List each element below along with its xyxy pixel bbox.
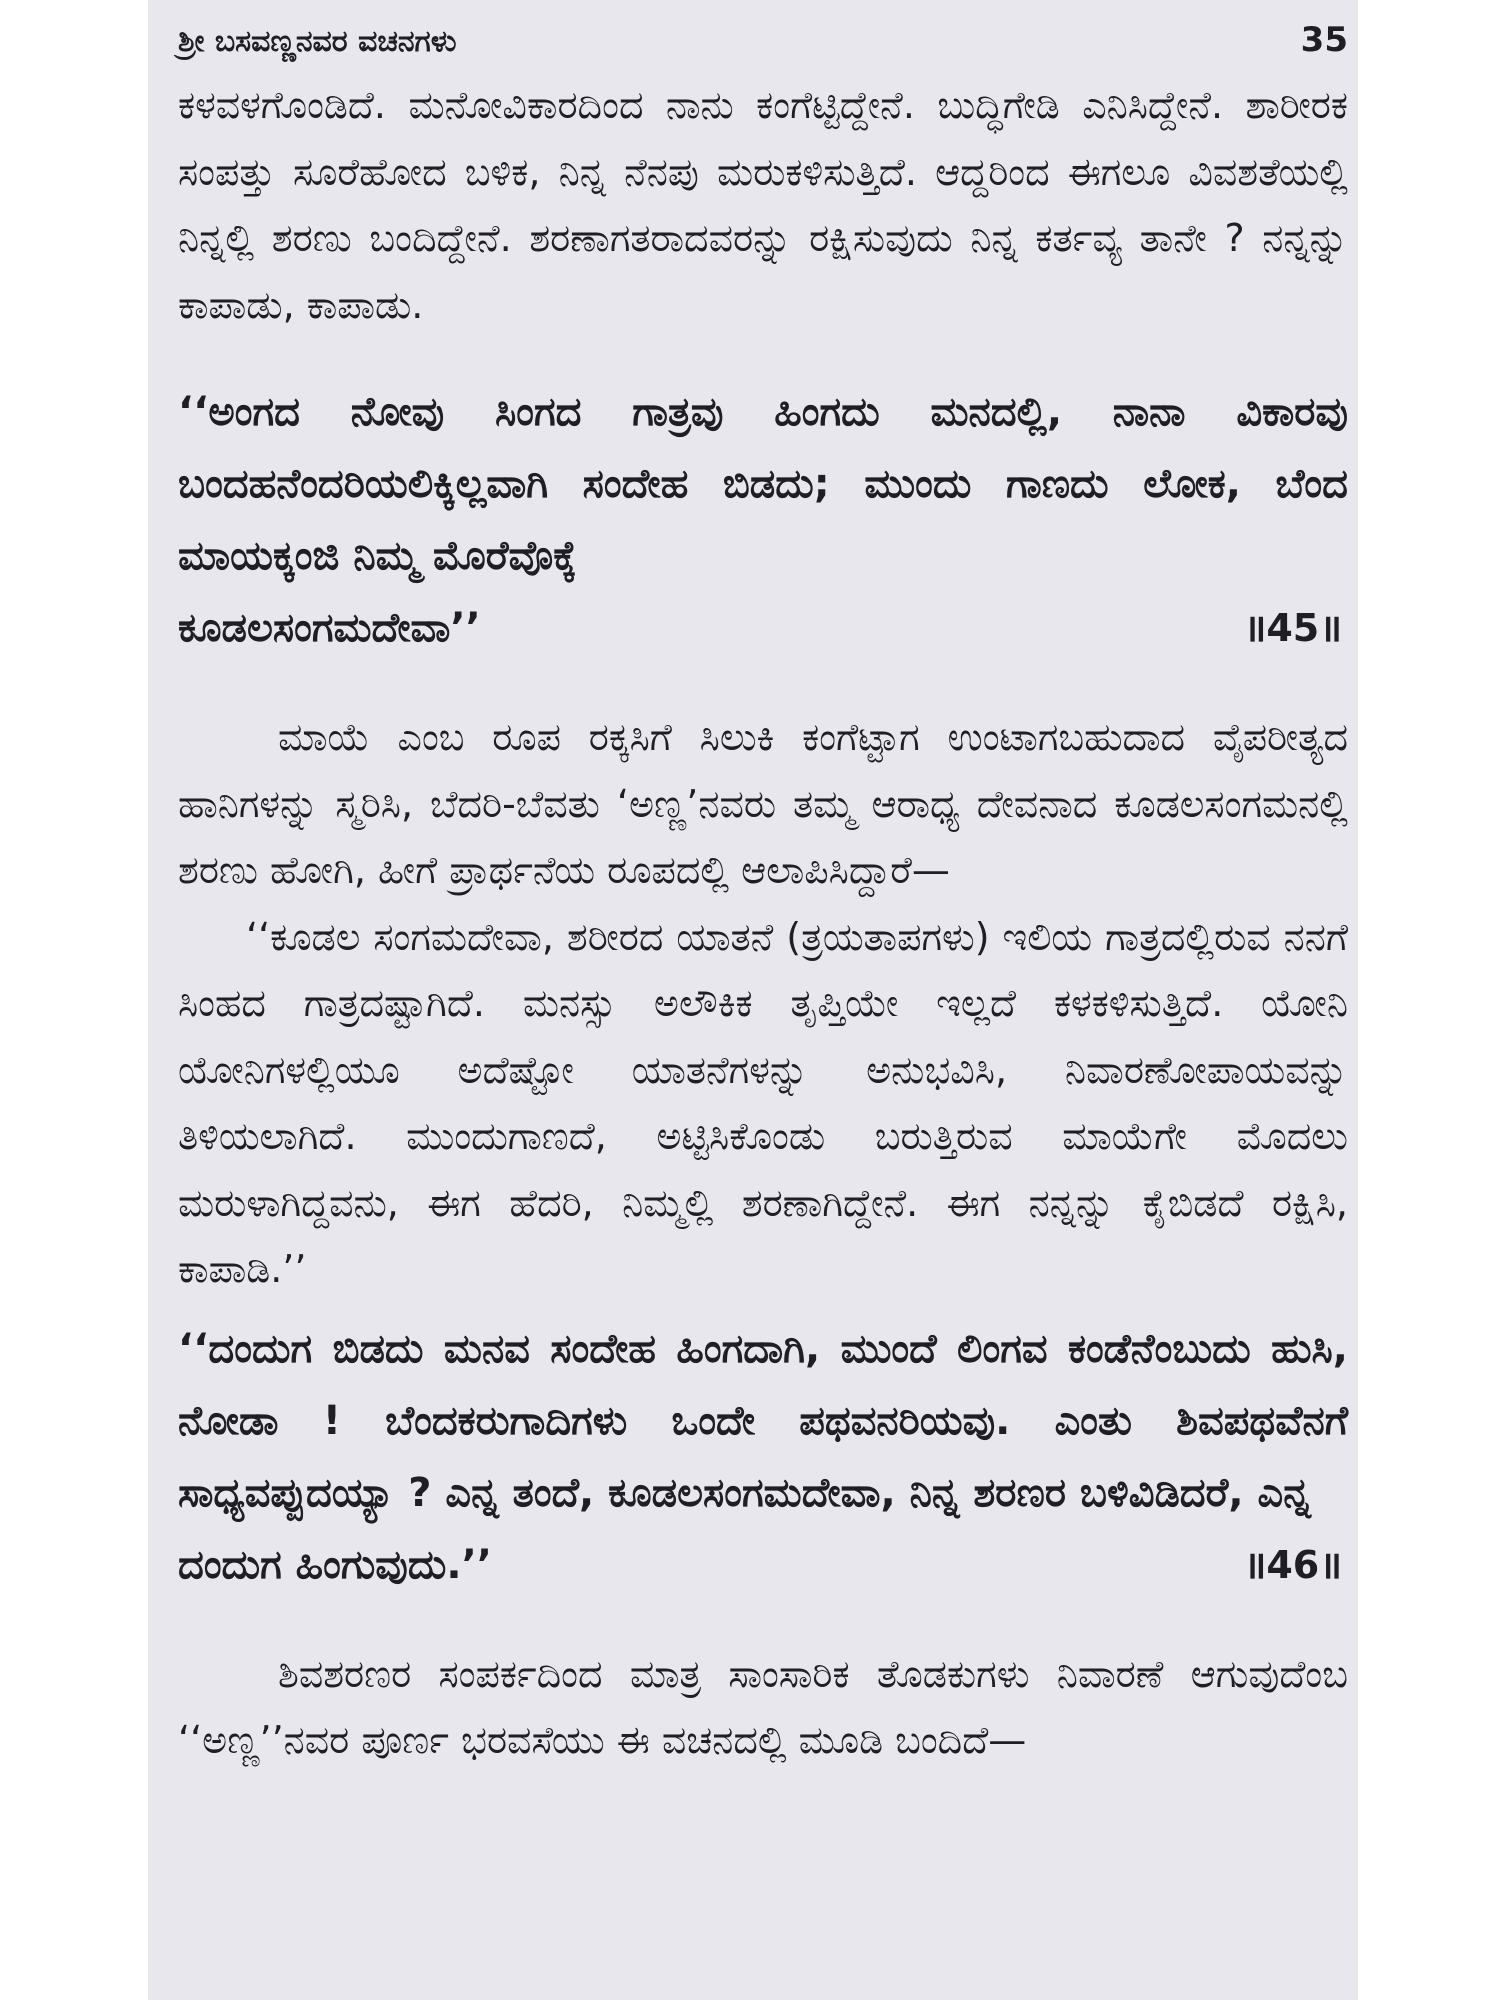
vachana-45-number: ॥45॥ — [1243, 606, 1342, 650]
page-number: 35 — [1300, 20, 1348, 60]
vachana-46 — [178, 1313, 1348, 1601]
paragraph-1: ಕಳವಳಗೊಂಡಿದೆ. ಮನೋವಿಕಾರದಿಂದ ನಾನು ಕಂಗೆಟ್ಟಿದ್ದೇನೆ. ಬುದ್ಧಿಗೇಡಿ ಎನಿಸಿದ್ದೇನೆ. ಶಾರೀರಕ ಸಂಪತ್ತು ಸೂರೆಹೋದ ಬಳಿಕ, ನಿನ್ನ ನೆನಪು ಮರುಕಳಿಸುತ್ತಿದೆ. ಆದ್ದರಿಂದ ಈಗಲೂ ವಿವಶತೆಯಲ್ಲಿ ನಿನ್ನಲ್ಲಿ ಶರಣು ಬಂದಿದ್ದೇನೆ. ಶರಣಾಗತರಾದವರನ್ನು ರಕ್ಷಿಸುವುದು ನಿನ್ನ ಕರ್ತವ್ಯ ತಾನೇ ? ನನ್ನನ್ನು ಕಾಪಾಡು, ಕಾಪಾಡು. — [178, 83, 1348, 327]
vachana-45-closing: ಕೂಡಲಸಂಗಮದೇವಾ’’ — [178, 605, 481, 651]
vachana-46-number: ॥46॥ — [1243, 1542, 1342, 1587]
running-header — [178, 20, 1348, 72]
vachana-46-text: ‘‘ದಂದುಗ ಬಿಡದು ಮನವ ಸಂದೇಹ ಹಿಂಗದಾಗಿ, ಮುಂದೆ ಲಿಂಗವ ಕಂಡೆನೆಂಬುದು ಹುಸಿ, ನೋಡಾ ! ಬೆಂದಕರುಗಾದಿಗಳು ಒಂದೇ ಪಥವನರಿಯವು. ಎಂತು ಶಿವಪಥವೆನಗೆ ಸಾಧ್ಯವಪ್ಪುದಯ್ಯಾ ? ಎನ್ನ ತಂದೆ, ಕೂಡಲಸಂಗಮದೇವಾ, ನಿನ್ನ ಶರಣರ ಬಳಿವಿಡಿದರೆ, ಎನ್ನ — [178, 1325, 1348, 1516]
paragraph-3: ‘‘ಕೂಡಲ ಸಂಗಮದೇವಾ, ಶರೀರದ ಯಾತನೆ (ತ್ರಯತಾಪಗಳು) ಇಲಿಯ ಗಾತ್ರದಲ್ಲಿರುವ ನನಗೆ ಸಿಂಹದ ಗಾತ್ರದಷ್ಟಾಗಿದೆ. ಮನಸ್ಸು ಅಲೌಕಿಕ ತೃಪ್ತಿಯೇ ಇಲ್ಲದೆ ಕಳಕಳಿಸುತ್ತಿದೆ. ಯೋನಿ ಯೋನಿಗಳಲ್ಲಿಯೂ ಅದೆಷ್ಟೋ ಯಾತನೆಗಳನ್ನು ಅನುಭವಿಸಿ, ನಿವಾರಣೋಪಾಯವನ್ನು ತಿಳಿಯಲಾಗಿದೆ. ಮುಂದುಗಾಣದೆ, ಅಟ್ಟಿಸಿಕೊಂಡು ಬರುತ್ತಿರುವ ಮಾಯೆಗೇ ಮೊದಲು ಮರುಳಾಗಿದ್ದವನು, ಈಗ ಹೆದರಿ, ನಿಮ್ಮಲ್ಲಿ ಶರಣಾಗಿದ್ದೇನೆ. ಈಗ ನನ್ನನ್ನು ಕೈಬಿಡದೆ ರಕ್ಷಿಸಿ, ಕಾಪಾಡಿ.’’ — [178, 914, 1348, 1291]
vachana-45-text: ‘‘ಅಂಗದ ನೋವು ಸಿಂಗದ ಗಾತ್ರವು ಹಿಂಗದು ಮನದಲ್ಲಿ, ನಾನಾ ವಿಕಾರವು ಬಂದಹನೆಂದರಿಯಲಿಕ್ಕಿಲ್ಲವಾಗಿ ಸಂದೇಹ ಬಿಡದು; ಮುಂದು ಗಾಣದು ಲೋಕ, ಬೆಂದ ಮಾಯಕ್ಕಂಜಿ ನಿಮ್ಮ ಮೊರೆವೊಕ್ಕೆ — [178, 389, 1348, 579]
vachana-46-last-line — [178, 1529, 1348, 1601]
vachana-46-closing: ದಂದುಗ ಹಿಂಗುವುದು.’’ — [178, 1541, 492, 1588]
running-title: ಶ್ರೀ ಬಸವಣ್ಣನವರ ವಚನಗಳು — [178, 24, 457, 59]
paragraph-2: ಮಾಯೆ ಎಂಬ ರೂಪ ರಕ್ಕಸಿಗೆ ಸಿಲುಕಿ ಕಂಗೆಟ್ಟಾಗ ಉಂಟಾಗಬಹುದಾದ ವೈಪರೀತ್ಯದ ಹಾನಿಗಳನ್ನು ಸ್ಮರಿಸಿ, ಬೆದರಿ-ಬೆವತು ‘ಅಣ್ಣ’ನವರು ತಮ್ಮ ಆರಾಧ್ಯ ದೇವನಾದ ಕೂಡಲಸಂಗಮನಲ್ಲಿ ಶರಣು ಹೋಗಿ, ಹೀಗೆ ಪ್ರಾರ್ಥನೆಯ ರೂಪದಲ್ಲಿ ಆಲಾಪಿಸಿದ್ದಾರೆ— — [178, 715, 1348, 892]
vachana-45-last-line — [178, 592, 1348, 664]
vachana-45 — [178, 376, 1348, 664]
paragraph-4: ಶಿವಶರಣರ ಸಂಪರ್ಕದಿಂದ ಮಾತ್ರ ಸಾಂಸಾರಿಕ ತೊಡಕುಗಳು ನಿವಾರಣೆ ಆಗುವುದೆಂಬ ‘‘ಅಣ್ಣ’’ನವರ ಪೂರ್ಣ ಭರವಸೆಯು ಈ ವಚನದಲ್ಲಿ ಮೂಡಿ ಬಂದಿದೆ— — [178, 1651, 1348, 1762]
book-page — [148, 0, 1358, 2000]
